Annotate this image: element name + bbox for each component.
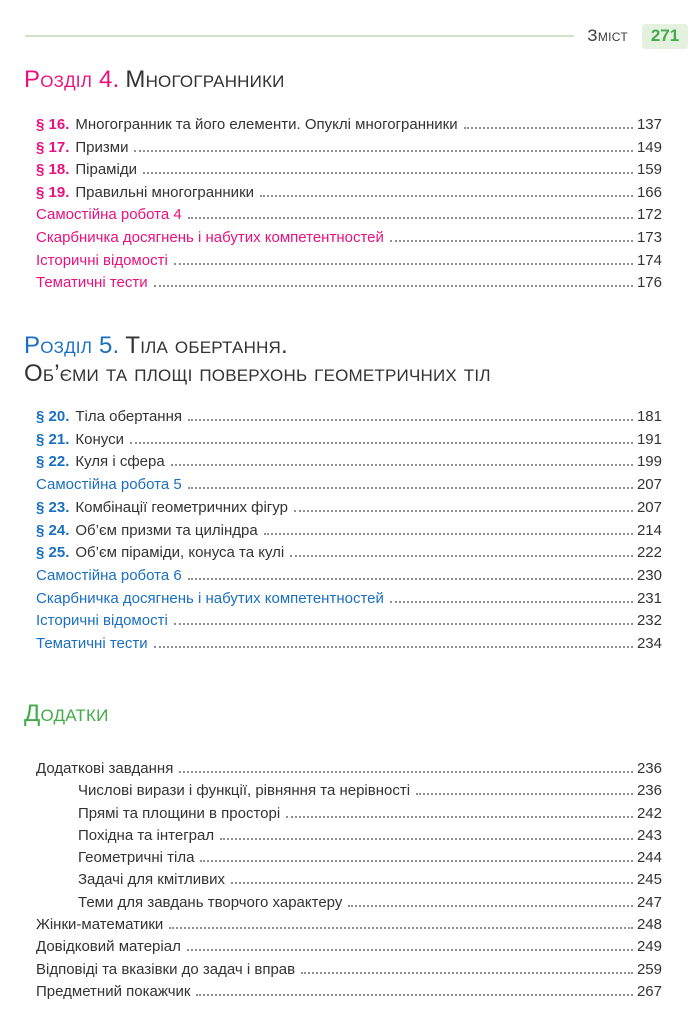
entry-title: Самостійна робота 4 [36,206,182,224]
dot-leader [464,127,633,129]
entry-paragraph-number: § 24. [36,521,70,539]
entry-page-number: 243 [636,826,662,844]
entry-page-number: 230 [636,566,662,584]
dot-leader [174,263,633,265]
toc-entry [36,847,662,869]
toc-entry [36,114,662,137]
dot-leader [231,882,633,884]
entry-title: Історичні відомості [36,251,168,269]
entry-page-number: 181 [636,408,662,425]
toc-entry [36,250,662,273]
entry-title: Предметний покажчик [36,982,191,1000]
toc-section-dodatky [24,700,662,1003]
dot-leader [290,555,633,557]
toc-entry [36,429,662,452]
entry-title: Комбінації геометричних фігур [75,498,288,516]
dot-leader [188,487,633,489]
entry-title: Піраміди [75,161,137,179]
dot-leader [390,601,633,603]
entry-page-number: 172 [636,206,662,224]
entry-title: Самостійна робота 5 [36,476,182,494]
dot-leader [264,533,633,535]
entry-paragraph-number: § 21. [36,430,70,448]
entry-page-number: 245 [636,871,662,889]
entry-title: Теми для завдань творчого характеру [78,893,343,911]
page-header [25,22,688,50]
toc-entry [36,803,662,825]
running-title: Зміст [587,26,628,45]
entry-title: Скарбничка досягнень і набутих компетентностей [36,228,384,246]
entry-title: Відповіді та вказівки до задач і вправ [36,960,296,978]
toc-entry [36,914,662,936]
entry-title: Об’єм піраміди, конуса та кулі [75,544,285,562]
entry-paragraph-number: § 20. [36,408,70,425]
section-title: Додатки [24,700,109,727]
entry-title: Тематичні тести [36,274,148,292]
entry-title: Числові вирази і функції, рівняння та нерівності [78,782,411,800]
toc-entry [36,588,662,611]
section-heading-line [24,332,662,360]
entry-paragraph-number: § 19. [36,183,70,201]
dot-leader [179,771,633,773]
toc-section-rozdil-5 [24,332,662,656]
dot-leader [143,172,633,174]
entry-title: Многогранник та його елементи. Опуклі многогранники [75,116,458,133]
section-title: Многогранники [125,66,285,93]
entry-title: Правильні многогранники [75,183,255,201]
header-rule [25,35,574,37]
toc-section-rozdil-4 [24,66,662,295]
page-number-badge: 271 [642,24,688,49]
dot-leader [134,150,633,152]
entry-paragraph-number: § 18. [36,161,70,179]
dot-leader [200,860,633,862]
dot-leader [416,793,633,795]
toc-entry [36,758,662,780]
entry-title: Об’єм призми та циліндра [75,521,258,539]
dot-leader [169,927,633,929]
entry-page-number: 176 [636,274,662,292]
toc-entry [36,981,662,1003]
entry-paragraph-number: § 23. [36,498,70,516]
dot-leader [294,510,633,512]
section-heading [24,66,662,94]
entry-title: Геометричні тіла [78,849,195,867]
entry-title: Скарбничка досягнень і набутих компетентностей [36,589,384,607]
entry-page-number: 259 [636,960,662,978]
dot-leader [286,816,633,818]
section-title: Тіла обертання. [125,332,288,359]
entry-title: Історичні відомості [36,612,168,630]
dot-leader [171,464,633,466]
toc-entry [36,565,662,588]
section-heading [24,332,662,388]
entry-title: Додаткові завдання [36,760,174,777]
toc-entry [36,542,662,565]
dot-leader [348,905,633,907]
section-number: Розділ 4. [24,66,120,93]
toc-entry [36,406,662,429]
entry-page-number: 174 [636,251,662,269]
entry-paragraph-number: § 22. [36,453,70,471]
dot-leader [220,838,633,840]
entry-page-number: 242 [636,804,662,822]
section-heading-line [24,700,662,728]
entry-page-number: 137 [636,116,662,133]
dot-leader [390,240,633,242]
toc-entry [36,474,662,497]
entry-page-number: 249 [636,938,662,956]
toc-entry-list [24,406,662,656]
dot-leader [174,623,633,625]
toc-entry [36,497,662,520]
toc-entry-list [24,114,662,295]
toc-entry [36,451,662,474]
toc-entry [36,610,662,633]
toc-entry [36,633,662,656]
entry-page-number: 236 [636,760,662,777]
section-number: Розділ 5. [24,332,120,359]
entry-page-number: 207 [636,498,662,516]
toc-entry [36,892,662,914]
entry-title: Довідковий матеріал [36,938,181,956]
entry-paragraph-number: § 17. [36,138,70,156]
entry-title: Тіла обертання [75,408,182,425]
toc-entry [36,825,662,847]
entry-title: Самостійна робота 6 [36,566,182,584]
toc-entry [36,227,662,250]
entry-title: Прямі та площини в просторі [78,804,281,822]
toc-entry [36,159,662,182]
entry-page-number: 236 [636,782,662,800]
section-subtitle: Об’єми та площі поверхонь геометричних тіл [24,360,491,387]
dot-leader [301,972,633,974]
dot-leader [188,419,633,421]
dot-leader [154,285,633,287]
toc-entry [36,780,662,802]
toc-entry [36,936,662,958]
entry-title: Тематичні тести [36,635,148,653]
toc-entry [36,182,662,205]
dot-leader [130,442,633,444]
entry-page-number: 248 [636,916,662,934]
entry-paragraph-number: § 25. [36,544,70,562]
entry-page-number: 244 [636,849,662,867]
entry-title: Похідна та інтеграл [78,826,215,844]
toc-entry-list [24,758,662,1003]
toc-entry [36,272,662,295]
entry-page-number: 231 [636,589,662,607]
entry-page-number: 232 [636,612,662,630]
entry-page-number: 222 [636,544,662,562]
entry-title: Призми [75,138,129,156]
entry-page-number: 234 [636,635,662,653]
dot-leader [188,217,633,219]
dot-leader [188,578,633,580]
toc-entry [36,204,662,227]
entry-page-number: 173 [636,228,662,246]
entry-paragraph-number: § 16. [36,116,70,133]
entry-page-number: 207 [636,476,662,494]
dot-leader [187,949,633,951]
entry-page-number: 159 [636,161,662,179]
entry-title: Жінки-математики [36,916,164,934]
entry-page-number: 214 [636,521,662,539]
entry-title: Куля і сфера [75,453,165,471]
toc-entry [36,869,662,891]
toc-entry [36,959,662,981]
entry-page-number: 166 [636,183,662,201]
entry-title: Конуси [75,430,124,448]
dot-leader [260,195,633,197]
entry-page-number: 199 [636,453,662,471]
dot-leader [196,994,633,996]
entry-page-number: 247 [636,893,662,911]
section-heading-line [24,66,662,94]
dot-leader [154,646,633,648]
entry-page-number: 191 [636,430,662,448]
toc-entry [36,520,662,543]
entry-title: Задачі для кмітливих [78,871,226,889]
entry-page-number: 267 [636,982,662,1000]
entry-page-number: 149 [636,138,662,156]
section-heading [24,700,662,728]
toc-entry [36,137,662,160]
